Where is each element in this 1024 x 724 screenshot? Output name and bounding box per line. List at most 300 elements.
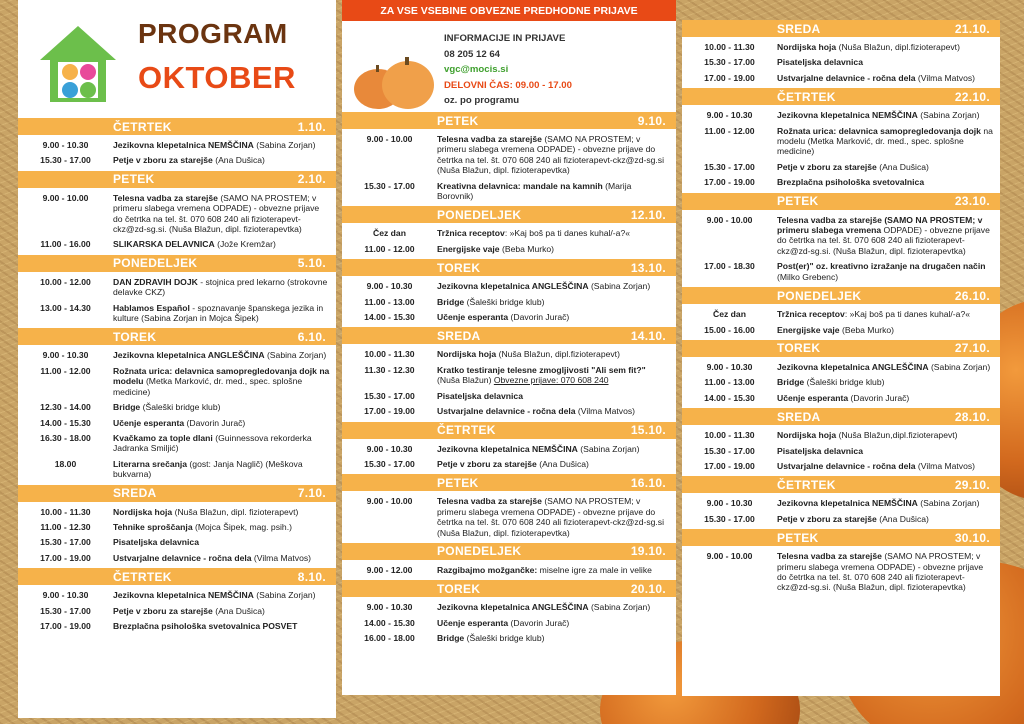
event-description	[437, 297, 676, 307]
event-details: (Guinnessova rekorderka Jadranka Smiljić)	[113, 432, 312, 454]
event-description	[113, 433, 336, 454]
day-header	[682, 340, 1000, 357]
day-name: PETEK	[437, 113, 479, 128]
event-time: 10.00 - 11.30	[704, 42, 755, 52]
event-details: (Sabina Zorjan)	[253, 140, 316, 150]
event-title: Kratko testiranje telesne zmogljivosti "Ali sem fit?"	[437, 364, 646, 375]
day-header	[18, 568, 336, 585]
event-row	[682, 42, 1000, 52]
day-header	[18, 328, 336, 345]
event-row	[18, 155, 336, 165]
event-details: ODPADE) - obvezne prijave do četrtka na tel. št. 070 608 240 ali fizioterapevt-ckz@zd-sg.si. (Nuša Blažun, dipl. fizioterapevtka)	[777, 225, 990, 256]
event-title: Jezikovna klepetalnica ANGLEŠČINA	[113, 350, 265, 361]
event-details: (Šaleški bridge klub)	[140, 402, 221, 413]
day-header	[18, 171, 336, 188]
event-row	[342, 496, 676, 538]
day-date: 16.10.	[630, 475, 666, 490]
event-title: Petje v zboru za starejše	[777, 513, 877, 524]
event-details: (Šaleški bridge klub)	[804, 377, 885, 388]
day-header	[682, 193, 1000, 210]
day-name: PETEK	[777, 194, 819, 209]
event-details: - stojnica pred lekarno (strokovne delavke CKZ)	[113, 276, 328, 298]
event-description	[777, 377, 1000, 387]
event-row	[18, 433, 336, 454]
day-name: TOREK	[437, 581, 481, 596]
event-row	[342, 244, 676, 254]
event-time: 15.30 - 17.00	[704, 513, 755, 524]
day-date: 9.10.	[637, 113, 666, 128]
event-title: Telesna vadba za starejše	[437, 134, 542, 144]
event-description	[777, 126, 1000, 157]
event-time: 16.00 - 18.00	[364, 633, 415, 644]
event-row	[18, 193, 336, 235]
page-subtitle: OKTOBER	[138, 60, 296, 95]
day-date: 15.10.	[630, 423, 666, 437]
event-title: Telesna vadba za starejše	[113, 192, 218, 203]
event-description	[437, 228, 676, 238]
event-row	[18, 303, 336, 324]
event-time: 15.30 - 17.00	[40, 537, 91, 548]
event-row	[342, 365, 676, 386]
event-row	[682, 110, 1000, 120]
event-description	[113, 140, 336, 150]
day-date: 7.10.	[297, 486, 326, 501]
day-date: 22.10.	[954, 89, 990, 104]
schedule-column-3	[682, 20, 1000, 696]
event-title: Učenje esperanta	[437, 312, 509, 323]
day-date: 5.10.	[297, 256, 326, 271]
day-name: PONEDELJEK	[777, 288, 862, 303]
event-time: 9.00 - 10.00	[366, 134, 413, 144]
event-title: Bridge	[437, 633, 465, 644]
event-description	[777, 42, 1000, 52]
day-header	[682, 408, 1000, 425]
event-time: 18.00	[54, 458, 77, 469]
event-details: (Davorin Jurač)	[848, 392, 910, 403]
event-title: Nordijska hoja	[777, 430, 837, 441]
day-date: 6.10.	[297, 329, 326, 344]
event-row	[342, 618, 676, 628]
schedule-column-2	[342, 112, 676, 695]
event-details: (Šaleški bridge klub)	[464, 296, 545, 307]
event-row	[682, 309, 1000, 319]
event-time: 15.00 - 16.00	[704, 324, 755, 335]
info-heading: INFORMACIJE IN PRIJAVE	[444, 33, 566, 44]
event-title: Jezikovna klepetalnica NEMŠČINA	[437, 443, 578, 454]
day-name: PONEDELJEK	[437, 544, 522, 559]
event-description	[113, 155, 336, 165]
event-details: (Mojca Šipek, mag. psih.)	[192, 521, 292, 532]
event-details: (Sabina Zorjan)	[588, 602, 651, 613]
event-description	[113, 350, 336, 360]
event-title: Energijske vaje	[777, 324, 840, 335]
event-time: 10.00 - 11.30	[704, 430, 755, 441]
event-time: 15.30 - 17.00	[364, 180, 415, 191]
event-details: (SAMO NA PROSTEM; v primeru slabega vremena ODPADE) - obvezne prijave do četrtka na tel. št. 070 608 240 ali fizioterapevt-ckz@zd-sg.si (Nuša Blažun, dipl. fizioterapevtka)	[437, 134, 665, 176]
event-title: Brezplačna psihološka svetovalnica	[777, 177, 925, 188]
event-title: Pisateljska delavnica	[437, 390, 523, 401]
event-title: Petje v zboru za starejše	[437, 458, 537, 469]
event-description	[437, 181, 676, 202]
event-title: Kreativna delavnica: mandale na kamnih	[437, 180, 603, 191]
day-header	[342, 206, 676, 223]
day-name: ČETRTEK	[777, 477, 836, 492]
event-time: 9.00 - 10.30	[42, 590, 89, 601]
event-title: DAN ZDRAVIH DOJK	[113, 276, 198, 287]
day-date: 21.10.	[954, 21, 990, 36]
event-title: Tehnike sproščanja	[113, 521, 193, 532]
event-time: 10.00 - 11.30	[40, 506, 91, 517]
schedule-column-1	[18, 118, 336, 718]
day-date: 13.10.	[630, 260, 666, 275]
event-row	[18, 402, 336, 412]
event-description	[777, 57, 1000, 67]
day-header	[342, 327, 676, 344]
event-title: Bridge	[437, 296, 465, 307]
event-title: Jezikovna klepetalnica NEMŠČINA	[777, 110, 918, 121]
event-row	[342, 281, 676, 291]
day-date: 2.10.	[297, 172, 326, 187]
day-date: 29.10.	[954, 477, 990, 492]
event-title: Tržnica receptov	[437, 228, 505, 239]
event-description	[113, 366, 336, 397]
event-details: (Sabina Zorjan)	[577, 443, 640, 454]
event-row	[342, 297, 676, 307]
event-title: SLIKARSKA DELAVNICA	[113, 239, 215, 250]
event-time: 17.00 - 19.00	[364, 406, 415, 417]
phone-number: 08 205 12 64	[444, 48, 501, 60]
event-details: : »Kaj boš pa ti danes kuhal/-a?«	[844, 309, 970, 320]
event-time: 9.00 - 10.30	[706, 498, 753, 509]
event-description	[113, 621, 336, 631]
event-time: 9.00 - 10.00	[366, 496, 413, 507]
event-description	[777, 162, 1000, 172]
event-row	[342, 406, 676, 416]
event-description	[113, 277, 336, 298]
event-description	[113, 553, 336, 563]
event-details: (Beba Murko)	[839, 324, 895, 335]
event-row	[682, 126, 1000, 157]
event-time: 15.30 - 17.00	[364, 458, 415, 469]
event-description	[777, 177, 1000, 187]
event-title: Telesna vadba za starejše	[437, 496, 542, 507]
event-description	[777, 325, 1000, 335]
event-time: 13.00 - 14.30	[40, 302, 91, 313]
event-time: 11.00 - 13.00	[364, 296, 415, 307]
event-description	[437, 391, 676, 401]
event-time: 9.00 - 10.30	[366, 443, 413, 454]
event-description	[113, 418, 336, 428]
event-time: 14.00 - 15.30	[40, 417, 91, 428]
event-row	[682, 514, 1000, 524]
event-description	[777, 261, 1000, 282]
event-description	[437, 406, 676, 416]
event-time: 15.30 - 17.00	[704, 445, 755, 456]
event-row	[342, 134, 676, 176]
event-description	[777, 430, 1000, 440]
event-time: 15.30 - 17.00	[364, 390, 415, 401]
event-time: 9.00 - 10.30	[706, 110, 753, 121]
event-details: (Vilma Matvos)	[915, 460, 976, 471]
event-row	[18, 606, 336, 616]
event-title: Jezikovna klepetalnica NEMŠČINA	[777, 498, 918, 509]
event-time: 15.30 - 17.00	[40, 155, 91, 166]
event-row	[18, 140, 336, 150]
event-title: Nordijska hoja	[113, 506, 173, 517]
event-description	[113, 522, 336, 532]
page-title: PROGRAM	[138, 18, 288, 49]
event-details: (Nuša Blažun,dipl.fizioterapevt)	[836, 430, 958, 441]
event-description	[437, 244, 676, 254]
event-title: Razgibajmo možgančke:	[437, 564, 538, 575]
info-box	[342, 21, 676, 112]
event-title: Ustvarjalne delavnice - ročna dela	[437, 406, 576, 417]
day-name: PETEK	[437, 475, 479, 490]
event-title: Jezikovna klepetalnica NEMŠČINA	[113, 140, 254, 150]
day-name: TOREK	[777, 341, 821, 356]
event-time: Čez dan	[373, 228, 406, 239]
day-header	[342, 580, 676, 597]
event-row	[342, 181, 676, 202]
event-row	[18, 418, 336, 428]
event-time: 16.30 - 18.00	[40, 432, 91, 443]
day-header	[682, 287, 1000, 304]
event-time: 12.30 - 14.00	[40, 402, 91, 413]
event-title: Petje v zboru za starejše	[777, 161, 877, 172]
event-row	[682, 57, 1000, 67]
event-title: Post(er)" oz. kreativno izražanje na drugačen način	[777, 261, 986, 272]
event-details: (Ana Dušica)	[876, 161, 929, 172]
day-date: 1.10.	[297, 119, 326, 134]
event-details: (SAMO NA PROSTEM; v primeru slabega vremena ODPADE) - obvezne prijave do četrtka na tel. št. 070 608 240 ali fizioterapevt-ckz@zd-sg.si. (Nuša Blažun, dipl. fizioterapevtka)	[777, 551, 984, 593]
event-time: 17.00 - 19.00	[40, 552, 91, 563]
spacer	[682, 593, 1000, 598]
event-time: 10.00 - 11.30	[364, 349, 415, 360]
event-row	[682, 430, 1000, 440]
event-description	[113, 402, 336, 412]
event-details: : »Kaj boš pa ti danes kuhal/-a?«	[504, 228, 630, 239]
event-description	[113, 537, 336, 547]
event-details: (Šaleški bridge klub)	[464, 633, 545, 644]
event-details: (Sabina Zorjan)	[928, 361, 991, 372]
event-title: Literarna srečanja	[113, 458, 188, 469]
event-row	[18, 459, 336, 480]
day-date: 12.10.	[630, 207, 666, 222]
event-description	[113, 193, 336, 235]
event-title: Bridge	[777, 377, 805, 388]
event-row	[682, 215, 1000, 257]
event-title: Pisateljska delavnica	[777, 57, 863, 68]
event-title: Učenje esperanta	[113, 417, 185, 428]
event-row	[682, 446, 1000, 456]
event-details: (Vilma Matvos)	[251, 552, 312, 563]
event-time: 9.00 - 10.30	[366, 281, 413, 292]
event-time: 9.00 - 12.00	[366, 564, 413, 575]
event-details: (gost: Janja Naglič) (Meškova bukvarna)	[113, 458, 303, 480]
event-title: Petje v zboru za starejše	[113, 605, 213, 616]
email-link[interactable]: vgc@mocis.si	[444, 64, 509, 75]
event-row	[342, 633, 676, 643]
event-details: (Beba Murko)	[499, 243, 555, 254]
event-time: 9.00 - 10.30	[366, 602, 413, 613]
event-row	[682, 261, 1000, 282]
day-name: SREDA	[777, 21, 821, 36]
event-row	[682, 73, 1000, 83]
event-title: Telesna vadba za starejše (SAMO NA PROSTEM; v primeru slabega vremena	[777, 214, 983, 236]
event-row	[18, 239, 336, 249]
event-time: 11.00 - 12.00	[364, 243, 415, 254]
event-time: 11.30 - 12.30	[364, 364, 415, 375]
event-description	[113, 590, 336, 600]
event-details: (Sabina Zorjan)	[253, 590, 316, 601]
day-header	[18, 485, 336, 502]
event-details: (Ana Dušica)	[536, 458, 589, 469]
day-header	[682, 476, 1000, 493]
event-time: 15.30 - 17.00	[40, 605, 91, 616]
event-title: Ustvarjalne delavnice - ročna dela	[113, 552, 252, 563]
event-details: (Nuša Blažun, dipl.fizioterapevt)	[836, 42, 960, 52]
spacer	[18, 631, 336, 636]
event-row	[18, 621, 336, 631]
event-description	[777, 498, 1000, 508]
day-date: 28.10.	[954, 409, 990, 424]
event-row	[18, 537, 336, 547]
event-title: Nordijska hoja	[437, 349, 497, 360]
event-row	[342, 228, 676, 238]
event-row	[18, 590, 336, 600]
day-date: 26.10.	[954, 288, 990, 303]
day-name: PONEDELJEK	[113, 256, 198, 271]
event-row	[682, 377, 1000, 387]
event-description	[777, 110, 1000, 120]
event-description	[113, 303, 336, 324]
event-description	[113, 606, 336, 616]
day-name: PETEK	[777, 530, 819, 545]
day-name: SREDA	[113, 486, 157, 501]
event-row	[342, 565, 676, 575]
event-description	[437, 602, 676, 612]
event-time: 17.00 - 18.30	[704, 261, 755, 272]
event-title: Učenje esperanta	[777, 392, 849, 403]
event-title: Jezikovna klepetalnica NEMŠČINA	[113, 590, 254, 601]
day-date: 19.10.	[630, 544, 666, 559]
event-time: 9.00 - 10.00	[42, 192, 89, 203]
event-time: 14.00 - 15.30	[364, 312, 415, 323]
event-details: (Milko Grebenc)	[777, 271, 839, 282]
day-name: PONEDELJEK	[437, 207, 522, 222]
event-title: Brezplačna psihološka svetovalnica POSVET	[113, 620, 298, 631]
event-title: Pisateljska delavnica	[113, 537, 199, 548]
event-time: 15.30 - 17.00	[704, 57, 755, 68]
event-title: Jezikovna klepetalnica ANGLEŠČINA	[437, 602, 589, 613]
event-row	[682, 362, 1000, 372]
event-details: (Ana Dušica)	[212, 605, 265, 616]
event-title: Ustvarjalne delavnice - ročna dela	[777, 72, 916, 83]
day-header	[342, 112, 676, 129]
event-title: Tržnica receptov	[777, 309, 845, 320]
day-header	[342, 543, 676, 560]
event-details: (Nuša Blažun)	[437, 375, 494, 386]
day-date: 30.10.	[954, 530, 990, 545]
event-title: Nordijska hoja	[777, 42, 837, 52]
event-title: Telesna vadba za starejše	[777, 551, 882, 562]
event-details: (Sabina Zorjan)	[264, 350, 327, 361]
event-row	[18, 553, 336, 563]
event-row	[682, 393, 1000, 403]
event-description	[437, 365, 676, 386]
notice-banner: ZA VSE VSEBINE OBVEZNE PREDHODNE PRIJAVE	[342, 0, 676, 21]
event-time: 9.00 - 10.00	[706, 551, 753, 562]
event-description	[437, 312, 676, 322]
event-description	[437, 565, 676, 575]
event-row	[18, 350, 336, 360]
event-title: Petje v zboru za starejše	[113, 155, 213, 166]
event-time: 17.00 - 19.00	[40, 620, 91, 631]
event-details: (Vilma Matvos)	[575, 406, 636, 417]
event-description	[777, 362, 1000, 372]
event-time: 17.00 - 19.00	[704, 72, 755, 83]
event-row	[342, 349, 676, 359]
event-time: 14.00 - 15.30	[704, 392, 755, 403]
event-row	[18, 507, 336, 517]
event-time: Čez dan	[713, 309, 746, 320]
event-title: Ustvarjalne delavnice - ročna dela	[777, 460, 916, 471]
day-header	[342, 474, 676, 491]
event-details: miselne igre za male in velike	[537, 564, 652, 575]
event-details: - spoznavanje španskega jezika in kulture (Sabina Zorjan in Mojca Šipek)	[113, 302, 324, 324]
event-row	[682, 162, 1000, 172]
event-row	[682, 498, 1000, 508]
event-row	[18, 366, 336, 397]
event-details: (Sabina Zorjan)	[917, 110, 980, 121]
day-name: ČETRTEK	[777, 89, 836, 104]
event-details: (Sabina Zorjan)	[588, 281, 651, 292]
working-hours: DELOVNI ČAS: 09.00 - 17.00	[444, 79, 572, 91]
event-time: 15.30 - 17.00	[704, 161, 755, 172]
event-details: (Davorin Jurač)	[508, 617, 570, 628]
event-time: 11.00 - 16.00	[40, 239, 91, 250]
event-details: (Nuša Blažun, dipl. fizioterapevt)	[172, 506, 299, 517]
event-details: (SAMO NA PROSTEM; v primeru slabega vremena ODPADE) - obvezne prijave do četrtka na tel. št. 070 608 240 ali fizioterapevt-ckz@zd-sg.si (Nuša Blažun, dipl. fizioterapevtka)	[437, 496, 665, 538]
event-details: (Nuša Blažun, dipl.fizioterapevt)	[496, 349, 620, 360]
event-title: Učenje esperanta	[437, 617, 509, 628]
event-title: Rožnata urica: delavnica samopregledovanja dojk	[777, 125, 981, 136]
logo-icon	[36, 22, 120, 106]
day-header	[342, 422, 676, 439]
event-time: 11.00 - 12.00	[40, 365, 91, 376]
event-row	[342, 391, 676, 401]
day-name: ČETRTEK	[113, 569, 172, 584]
event-details: (SAMO NA PROSTEM; v primeru slabega vremena ODPADE) - obvezne prijave do četrtka na tel. št. 070 608 240 ali fizioterapevt-ckz@zd-sg.si. (Nuša Blažun, dipl. fizioterapevtka)	[113, 192, 320, 235]
event-description	[777, 215, 1000, 257]
event-time: 9.00 - 10.30	[706, 361, 753, 372]
event-registration: Obvezne prijave: 070 608 240	[493, 375, 609, 386]
event-details: (Davorin Jurač)	[184, 417, 246, 428]
event-title: Jezikovna klepetalnica ANGLEŠČINA	[437, 281, 589, 292]
event-description	[777, 393, 1000, 403]
hours-note: oz. po programu	[444, 95, 520, 106]
event-row	[682, 177, 1000, 187]
event-description	[437, 633, 676, 643]
day-header	[18, 118, 336, 135]
day-name: PETEK	[113, 172, 155, 187]
event-description	[777, 551, 1000, 593]
event-time: 11.00 - 12.30	[40, 521, 91, 532]
day-header	[682, 20, 1000, 37]
event-description	[113, 507, 336, 517]
event-description	[777, 514, 1000, 524]
event-description	[113, 239, 336, 249]
